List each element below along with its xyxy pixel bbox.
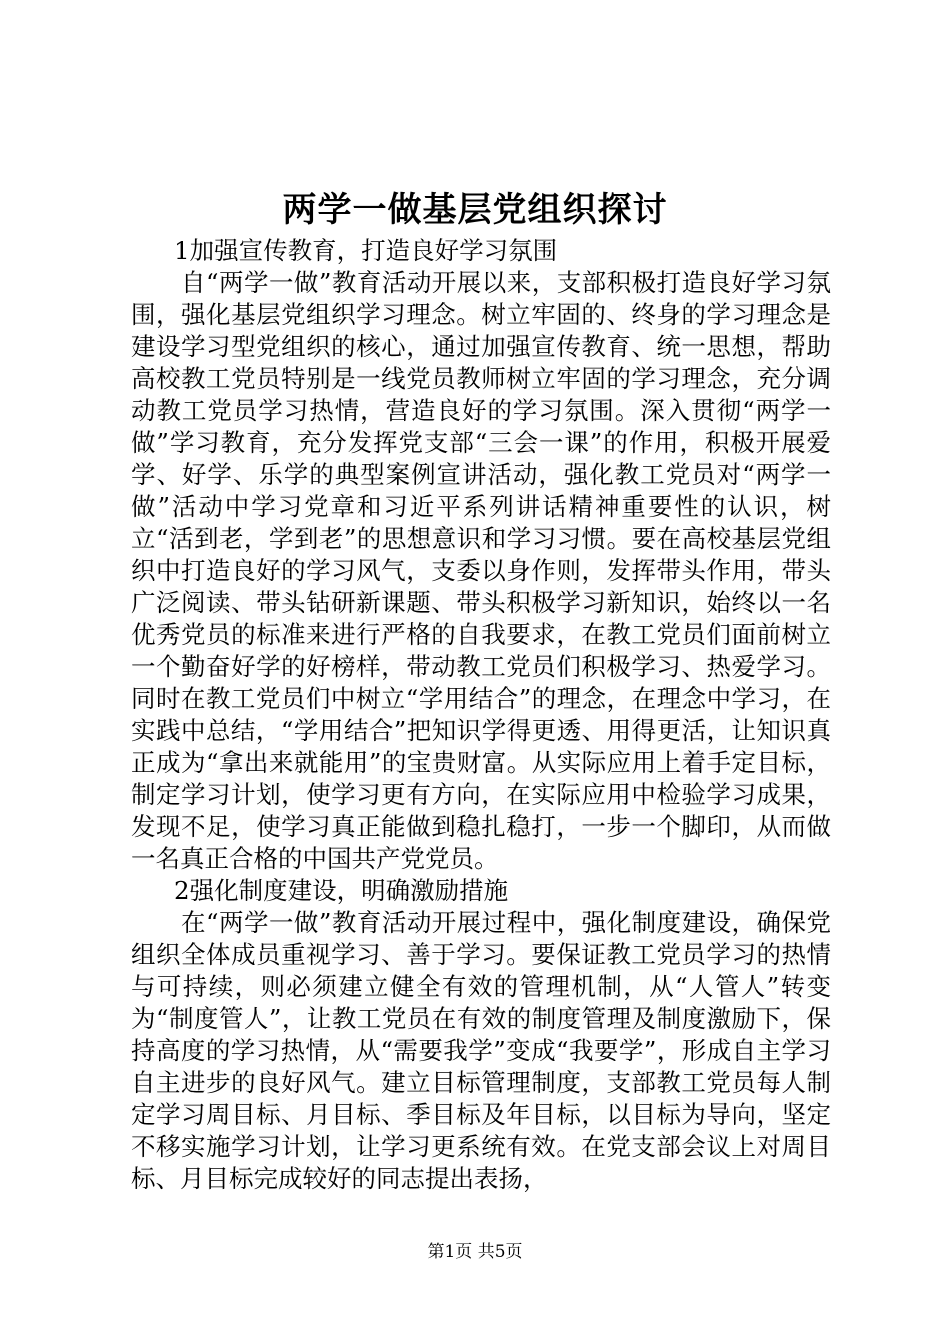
section-paragraph-2: 在“两学一做”教育活动开展过程中，强化制度建设，确保党组织全体成员重视学习、善于学习。要保证教工党员学习的热情与可持续，则必须建立健全有效的管理机制，从“人管人”转变为“制度管人”，让教工党员在有效的制度管理及制度激励下，保持高度的学习热情，从“需要我学”变成“我要学”，形成自主学习自主进步的良好风气。建立目标管理制度，支部教工党员每人制定学习周目标、月目标、季目标及年目标，以目标为导向，坚定不移实施学习计划，让学习更系统有效。在党支部会议上对周目标、月目标完成较好的同志提出表扬， — [131, 908, 831, 1193]
document-title: 两学一做基层党组织探讨 — [282, 190, 668, 230]
section-heading-2: 2强化制度建设，明确激励措施 — [174, 876, 509, 905]
document-body — [131, 235, 831, 1195]
page-footer: 第1页 共5页 — [427, 1242, 523, 1262]
section-heading-1: 1加强宣传教育，打造良好学习氛围 — [174, 236, 558, 265]
section-paragraph-1: 自“两学一做”教育活动开展以来，支部积极打造良好学习氛围，强化基层党组织学习理念。树立牢固的、终身的学习理念是建设学习型党组织的核心，通过加强宣传教育、统一思想，帮助高校教工党员特别是一线党员教师树立牢固的学习理念，充分调动教工党员学习热情，营造良好的学习氛围。深入贯彻“两学一做”学习教育，充分发挥党支部“三会一课”的作用，积极开展爱学、好学、乐学的典型案例宣讲活动，强化教工党员对“两学一做”活动中学习党章和习近平系列讲话精神重要性的认识，树立“活到老，学到老”的思想意识和学习习惯。要在高校基层党组织中打造良好的学习风气，支委以身作则，发挥带头作用，带头广泛阅读、带头钻研新课题、带头积极学习新知识，始终以一名优秀党员的标准来进行严格的自我要求，在教工党员们面前树立一个勤奋好学的好榜样，带动教工党员们积极学习、热爱学习。同时在教工党员们中树立“学用结合”的理念，在理念中学习，在实践中总结，“学用结合”把知识学得更透、用得更活，让知识真正成为“拿出来就能用”的宝贵财富。从实际应用上着手定目标，制定学习计划，使学习更有方向，在实际应用中检验学习成果，发现不足，使学习真正能做到稳扎稳打，一步一个脚印，从而做一名真正合格的中国共产党党员。 — [131, 268, 831, 873]
